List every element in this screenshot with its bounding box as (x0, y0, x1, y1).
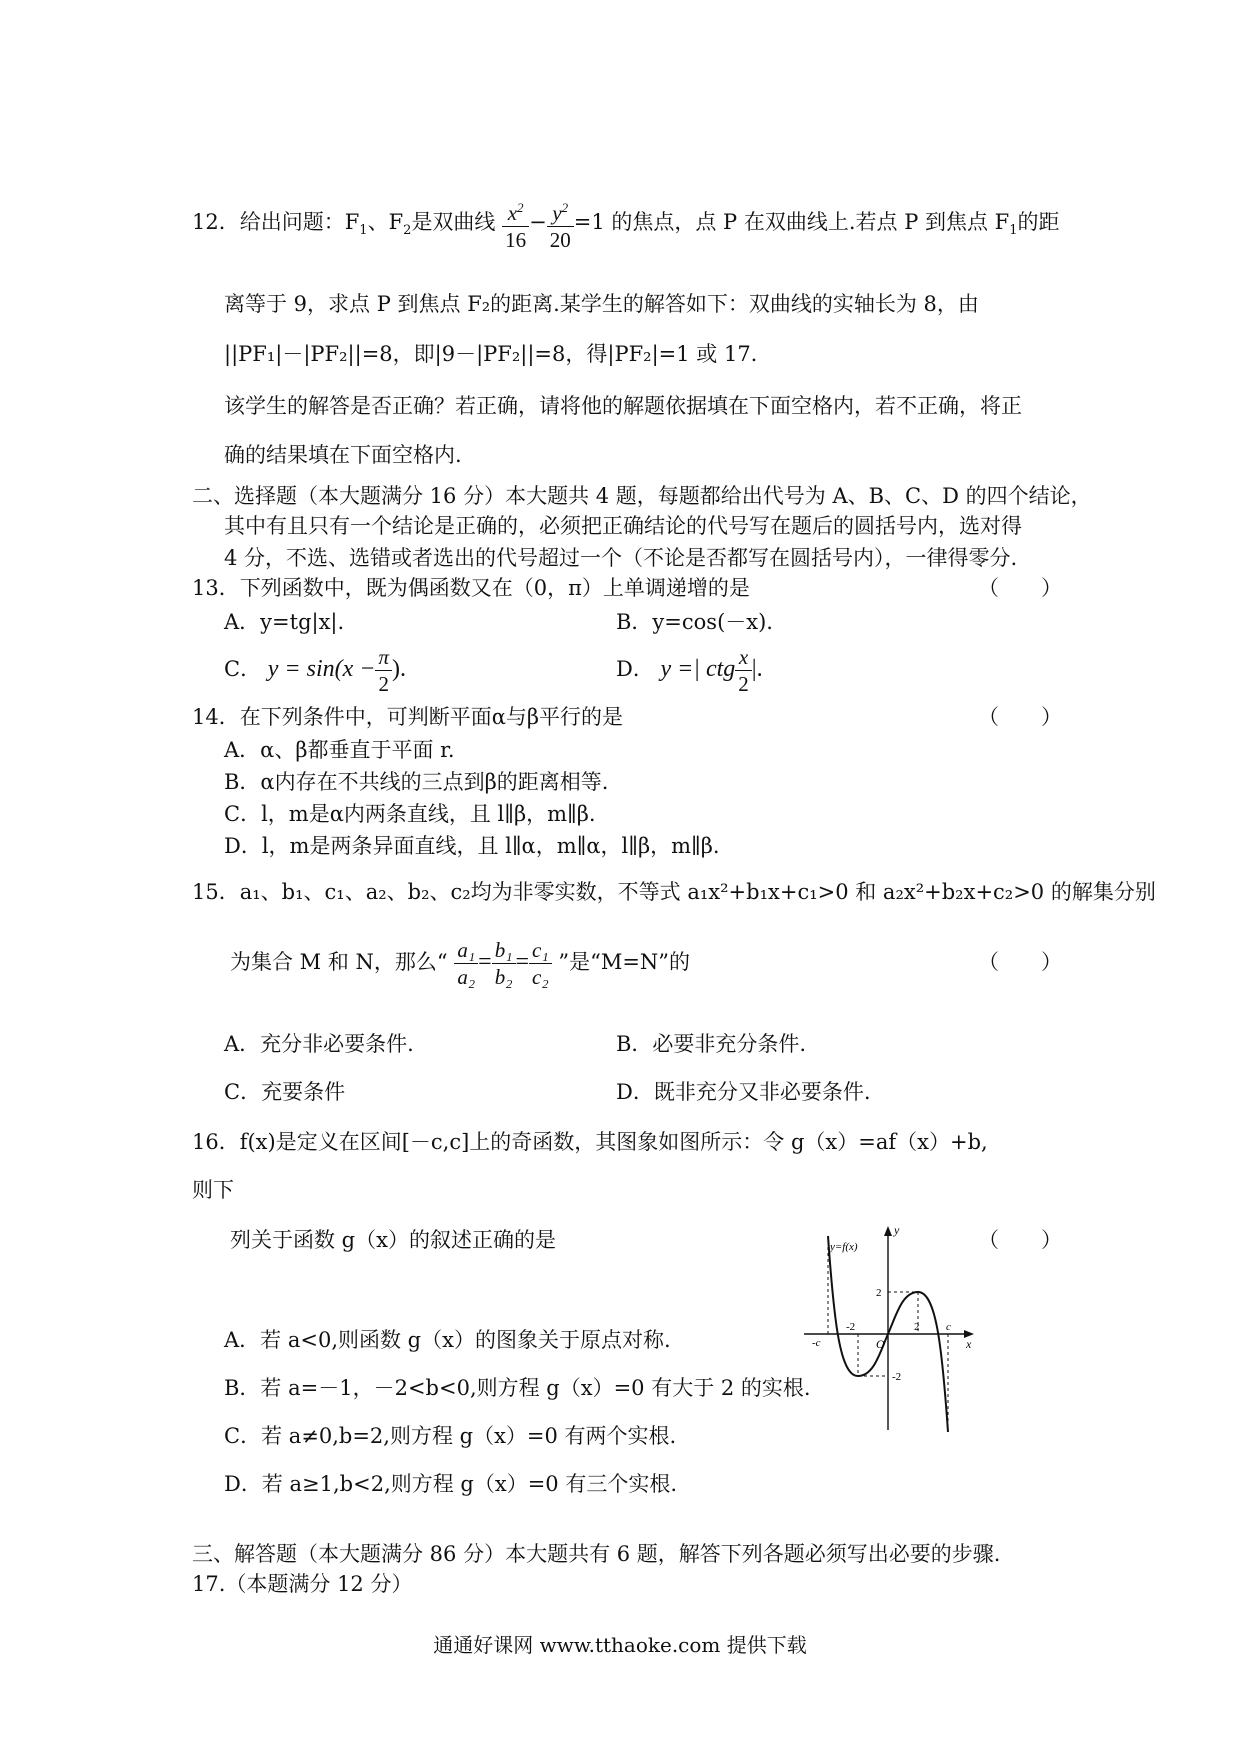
q12-line2: 离等于 9，求点 P 到焦点 F₂的距离.某学生的解答如下：双曲线的实轴长为 8，由 (224, 292, 979, 316)
q12-line4: 该学生的解答是否正确？若正确，请将他的解题依据填在下面空格内，若不正确，将正 (224, 394, 1022, 418)
q15-option-c: C．充要条件 (224, 1080, 346, 1104)
q13-answer-paren[interactable]: （ ） (978, 576, 1062, 600)
q13-option-b: B．y=cos(－x). (616, 610, 773, 634)
q12-line5: 确的结果填在下面空格内. (224, 443, 462, 467)
q14-option-b: B．α内存在不共线的三点到β的距离相等. (224, 770, 609, 794)
q15-option-a: A．充分非必要条件. (224, 1032, 414, 1056)
section3-line1: 三、解答题（本大题满分 86 分）本大题共有 6 题，解答下列各题必须写出必要的步骤. (192, 1542, 1001, 1566)
q15-line1: 15．a₁、b₁、c₁、a₂、b₂、c₂均为非零实数，不等式 a₁x²+b₁x+c₁>0 和 a₂x²+b₂x+c₂>0 的解集分别 (192, 880, 1156, 904)
graph-tick-2y: 2 (876, 1287, 882, 1299)
section2-line3: 4 分，不选、选错或者选出的代号超过一个（不论是否都写在圆括号内），一律得零分. (224, 546, 1018, 570)
q14-answer-paren[interactable]: （ ） (978, 705, 1062, 729)
q14-option-c: C．l，m是α内两条直线，且 l∥β，m∥β. (224, 802, 596, 826)
q16-answer-paren[interactable]: （ ） (978, 1228, 1062, 1252)
q12-line1: 12．给出问题：$F_1$、$F_2$是双曲线 $\frac{x^2}{16}$ − $\frac{y^2}{20}$ =1 的焦点，点 P 在双曲线上.若点 P 到焦点 $F_1$的距 (192, 208, 1060, 245)
q16-option-c: C．若 a≠0,b=2,则方程 g（x）=0 有两个实根. (224, 1424, 677, 1448)
q16-line2: 则下 (192, 1178, 234, 1202)
fraction-x-2: $\frac{x}{2}$ (735, 644, 752, 697)
q16-line1: 16．f(x)是定义在区间[－c,c]上的奇函数，其图象如图所示：令 g（x）=af（x）+b, (192, 1130, 988, 1154)
q15-option-b: B．必要非充分条件. (616, 1032, 807, 1056)
q13-option-a: A．y=tg|x|. (224, 610, 345, 634)
q15-option-d: D．既非充分又非必要条件. (616, 1080, 871, 1104)
q16-option-d: D．若 a≥1,b<2,则方程 g（x）=0 有三个实根. (224, 1472, 678, 1496)
q15-line2: 为集合 M 和 N，那么“ $\frac{\text{a₁}}{\text{a₂}}$ = $\frac{\text{b₁}}{\text{b₂}}$ = $\frac{\text{c₁}}{\text{c₂}}$ ”是“M=N”的 (230, 938, 691, 989)
q16-line3: 列关于函数 g（x）的叙述正确的是 (230, 1228, 556, 1252)
fraction-a1-a2: $\frac{\text{a₁}}{\text{a₂}}$ (454, 937, 478, 990)
fraction-pi-2: $\frac{\pi}{2}$ (375, 644, 392, 697)
q13-stem: 13．下列函数中，既为偶函数又在（0，π）上单调递增的是 (192, 576, 750, 600)
q14-option-d: D．l，m是两条异面直线，且 l∥α，m∥α，l∥β，m∥β. (224, 834, 720, 858)
graph-origin-label: O (876, 1337, 885, 1351)
graph-tick-c: c (946, 1321, 951, 1333)
graph-y-label: y (894, 1223, 900, 1237)
fraction-x2-16: $\frac{x^2}{16}$ (502, 195, 529, 253)
graph-tick-m2x: -2 (846, 1321, 856, 1333)
fraction-b1-b2: $\frac{\text{b₁}}{\text{b₂}}$ (492, 937, 516, 990)
q16-option-b: B．若 a=－1，－2<b<0,则方程 g（x）=0 有大于 2 的实根. (224, 1376, 811, 1400)
section2-line1: 二、选择题（本大题满分 16 分）本大题共 4 题，每题都给出代号为 A、B、C、D 的四个结论， (192, 484, 1092, 508)
q12-line3: ||PF₁|－|PF₂||=8，即|9－|PF₂||=8，得|PF₂|=1 或 17. (224, 342, 758, 366)
section2-line2: 其中有且只有一个结论是正确的，必须把正确结论的代号写在题后的圆括号内，选对得 (224, 514, 1022, 538)
section3-line2: 17.（本题满分 12 分） (192, 1572, 413, 1596)
q14-option-a: A．α、β都垂直于平面 r. (224, 738, 455, 762)
page-footer: 通通好课网 www.tthaoke.com 提供下载 (433, 1633, 807, 1657)
q14-stem: 14．在下列条件中，可判断平面α与β平行的是 (192, 705, 624, 729)
graph-tick-m2y: -2 (892, 1371, 902, 1383)
graph-func-label: y=f(x) (830, 1241, 858, 1253)
q13-option-c: C． y = sin(x − $\frac{\pi}{2}$ ). (224, 645, 406, 696)
graph-x-label: x (966, 1337, 972, 1351)
y-axis-arrow-icon (884, 1226, 892, 1236)
q16-function-graph (800, 1222, 980, 1438)
fraction-c1-c2: $\frac{\text{c₁}}{\text{c₂}}$ (529, 937, 552, 990)
graph-tick-mc: -c (812, 1337, 821, 1349)
graph-tick-2x: 2 (914, 1321, 920, 1333)
q15-answer-paren[interactable]: （ ） (978, 950, 1062, 974)
fraction-y2-20: $\frac{y^2}{20}$ (547, 195, 574, 253)
q13-option-d: D． y =| ctg $\frac{x}{2}$ |. (616, 645, 763, 696)
q16-option-a: A．若 a<0,则函数 g（x）的图象关于原点对称. (224, 1328, 671, 1352)
